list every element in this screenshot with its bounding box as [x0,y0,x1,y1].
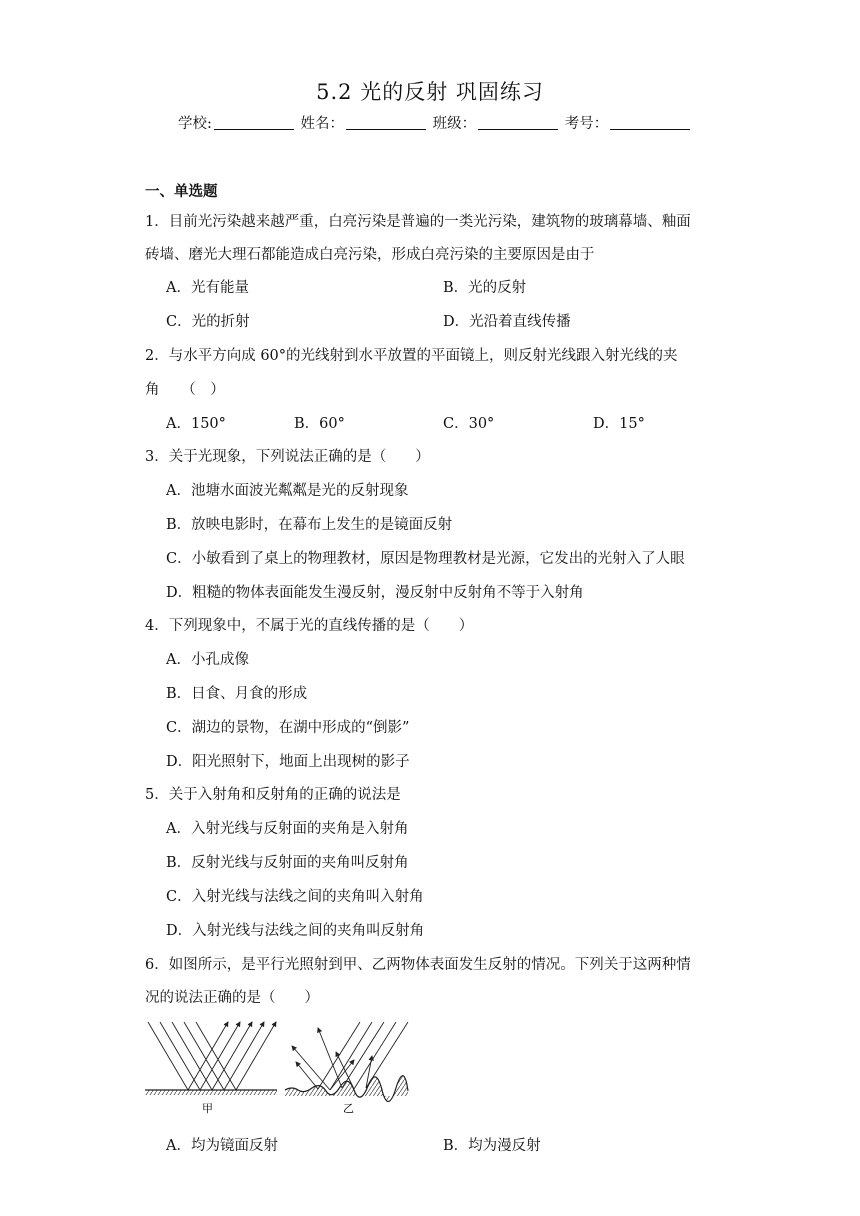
q3-option-b: B．放映电影时，在幕布上发生的是镜面反射 [166,517,453,533]
class-label: 班级： [432,116,477,132]
section-heading: 一、单选题 [145,183,218,200]
label-yi: 乙 [343,1102,354,1115]
q5-option-b: B．反射光线与反射面的夹角叫反射角 [166,855,409,871]
q1-option-a: A．光有能量 [166,280,249,296]
q1-option-c: C．光的折射 [166,314,250,330]
name-label: 姓名： [300,116,344,132]
reflection-diagram [140,1014,420,1120]
exam-number-blank [610,115,690,130]
q1-stem-line2: 砖墙、磨光大理石都能造成白亮污染，形成白亮污染的主要原因是由于 [145,247,595,263]
q1-option-b: B．光的反射 [443,280,527,296]
q2-option-c: C．30° [443,416,495,432]
specular-reflection-figure [145,1022,277,1115]
q3-option-d: D．粗糙的物体表面能发生漫反射，漫反射中反射角不等于入射角 [166,585,584,601]
q3-option-c: C．小敏看到了桌上的物理教材，原因是物理教材是光源，它发出的光射入了人眼 [166,551,685,567]
q5-option-d: D．入射光线与法线之间的夹角叫反射角 [166,923,425,939]
q4-option-a: A．小孔成像 [166,652,249,668]
q5-stem: 5．关于入射角和反射角的正确的说法是 [145,787,401,803]
name-blank [346,115,426,130]
q5-option-a: A．入射光线与反射面的夹角是入射角 [166,821,409,837]
page-title: 5.2 光的反射 巩固练习 [316,80,544,104]
q4-stem: 4．下列现象中，不属于光的直线传播的是（ ） [145,618,474,634]
school-blank [214,115,294,130]
q5-option-c: C．入射光线与法线之间的夹角叫入射角 [166,889,424,905]
student-info-line [178,112,692,133]
q6-option-b: B．均为漫反射 [443,1138,541,1154]
q6-stem-line2: 况的说法正确的是（ ） [145,990,319,1006]
q3-option-a: A．池塘水面波光粼粼是光的反射现象 [166,483,409,499]
q6-stem-line1: 6．如图所示，是平行光照射到甲、乙两物体表面发生反射的情况。下列关于这两种情 [145,957,691,973]
q2-option-b: B．60° [294,416,345,432]
q2-stem-line1: 2．与水平方向成 60°的光线射到水平放置的平面镜上，则反射光线跟入射光线的夹 [145,348,678,364]
q1-option-d: D．光沿着直线传播 [443,314,571,330]
class-blank [478,115,558,130]
q2-stem-line2: 角 （ ） [145,382,225,398]
school-label: 学校: [178,116,212,132]
label-jia: 甲 [202,1102,213,1115]
q4-option-c: C．湖边的景物，在湖中形成的“倒影” [166,720,410,736]
q2-option-d: D．15° [593,416,645,432]
q2-option-a: A．150° [166,416,226,432]
q6-option-a: A．均为镜面反射 [166,1138,278,1154]
q3-stem: 3．关于光现象，下列说法正确的是（ ） [145,449,430,465]
q4-option-d: D．阳光照射下，地面上出现树的影子 [166,754,410,770]
q4-option-b: B．日食、月食的形成 [166,686,308,702]
exam-number-label: 考号： [564,116,609,132]
q1-stem-line1: 1．目前光污染越来越严重，白亮污染是普遍的一类光污染，建筑物的玻璃幕墙、釉面 [145,214,691,230]
diffuse-reflection-figure [285,1022,408,1115]
